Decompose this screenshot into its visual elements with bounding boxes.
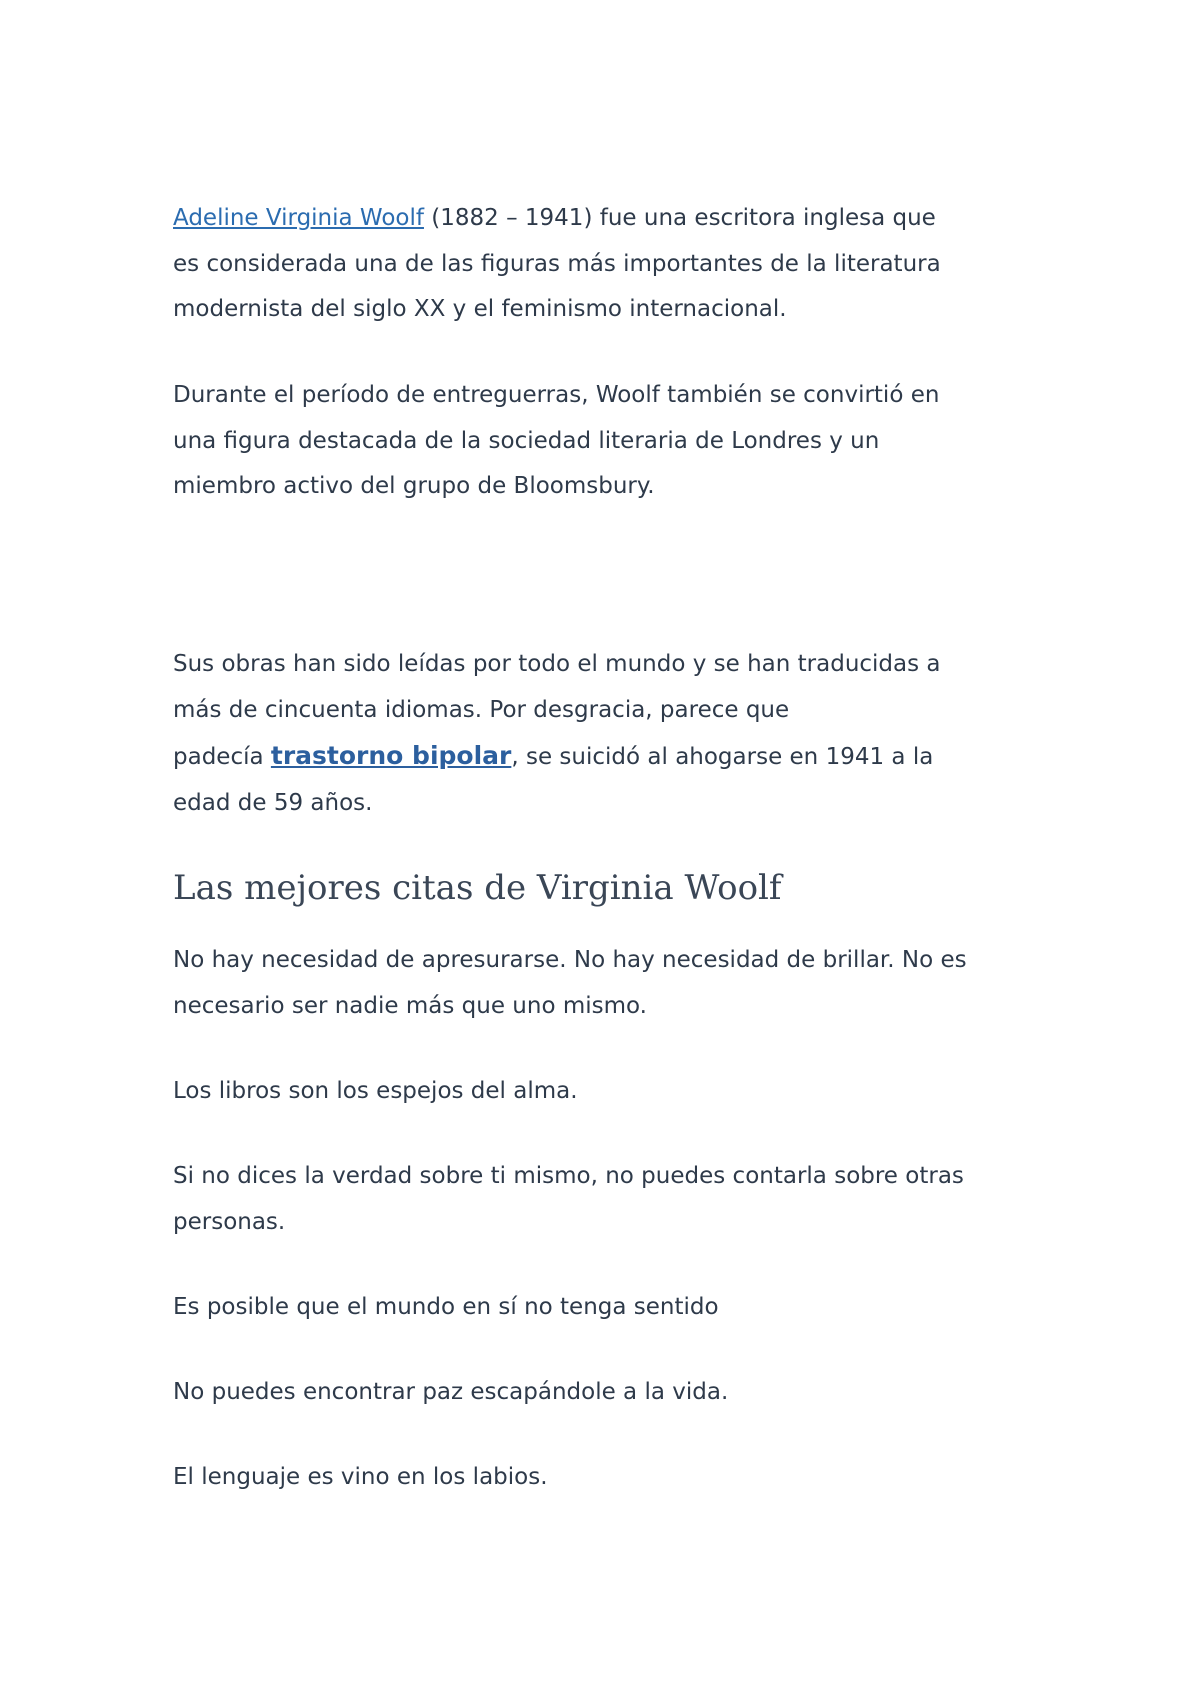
quote-4 (173, 1285, 1033, 1331)
para3-line-3-post: , se suicidó al ahogarse en 1941 a la (511, 744, 934, 770)
para3-line-3-pre: padecía (173, 744, 271, 770)
quotes-heading: Las mejores citas de Virginia Woolf (173, 868, 782, 908)
quote-5-line-1: No puedes encontrar paz escapándole a la vida. (173, 1379, 729, 1405)
entreguerras-paragraph (173, 373, 1033, 510)
obras-paragraph (173, 642, 1033, 826)
intro-line-1-text: (1882 – 1941) fue una escritora inglesa que (423, 205, 936, 231)
quote-1 (173, 938, 1033, 1029)
quote-2 (173, 1069, 1033, 1115)
quote-4-line-1: Es posible que el mundo en sí no tenga sentido (173, 1294, 719, 1320)
intro-line-2: es considerada una de las figuras más importantes de la literatura (173, 250, 941, 277)
quote-1-line-1: No hay necesidad de apresurarse. No hay necesidad de brillar. No es (173, 947, 967, 973)
quote-3 (173, 1154, 1033, 1245)
para3-line-3 (173, 733, 1033, 781)
para2-line-1: Durante el período de entreguerras, Woolf también se convirtió en (173, 382, 940, 408)
quote-6-line-1: El lenguaje es vino en los labios. (173, 1464, 548, 1490)
quote-1-line-2: necesario ser nadie más que uno mismo. (173, 992, 647, 1019)
adeline-virginia-woolf-link[interactable]: Adeline Virginia Woolf (173, 205, 424, 231)
para3-line-1: Sus obras han sido leídas por todo el mundo y se han traducidas a (173, 651, 941, 677)
quote-5 (173, 1370, 1033, 1416)
para2-line-2: una figura destacada de la sociedad literaria de Londres y un (173, 427, 880, 454)
quote-3-line-2: personas. (173, 1208, 286, 1235)
intro-paragraph (173, 196, 1033, 333)
para3-line-4: edad de 59 años. (173, 789, 373, 816)
para2-line-3: miembro activo del grupo de Bloomsbury. (173, 473, 655, 499)
trastorno-bipolar-link[interactable]: trastorno bipolar (270, 741, 512, 770)
quote-6 (173, 1455, 1033, 1501)
quote-3-line-1: Si no dices la verdad sobre ti mismo, no puedes contarla sobre otras (173, 1163, 964, 1189)
quote-2-line-1: Los libros son los espejos del alma. (173, 1078, 578, 1104)
para3-line-2: más de cincuenta idiomas. Por desgracia, parece que (173, 696, 790, 723)
intro-line-1 (173, 196, 1033, 242)
intro-line-3: modernista del siglo XX y el feminismo internacional. (173, 296, 787, 322)
